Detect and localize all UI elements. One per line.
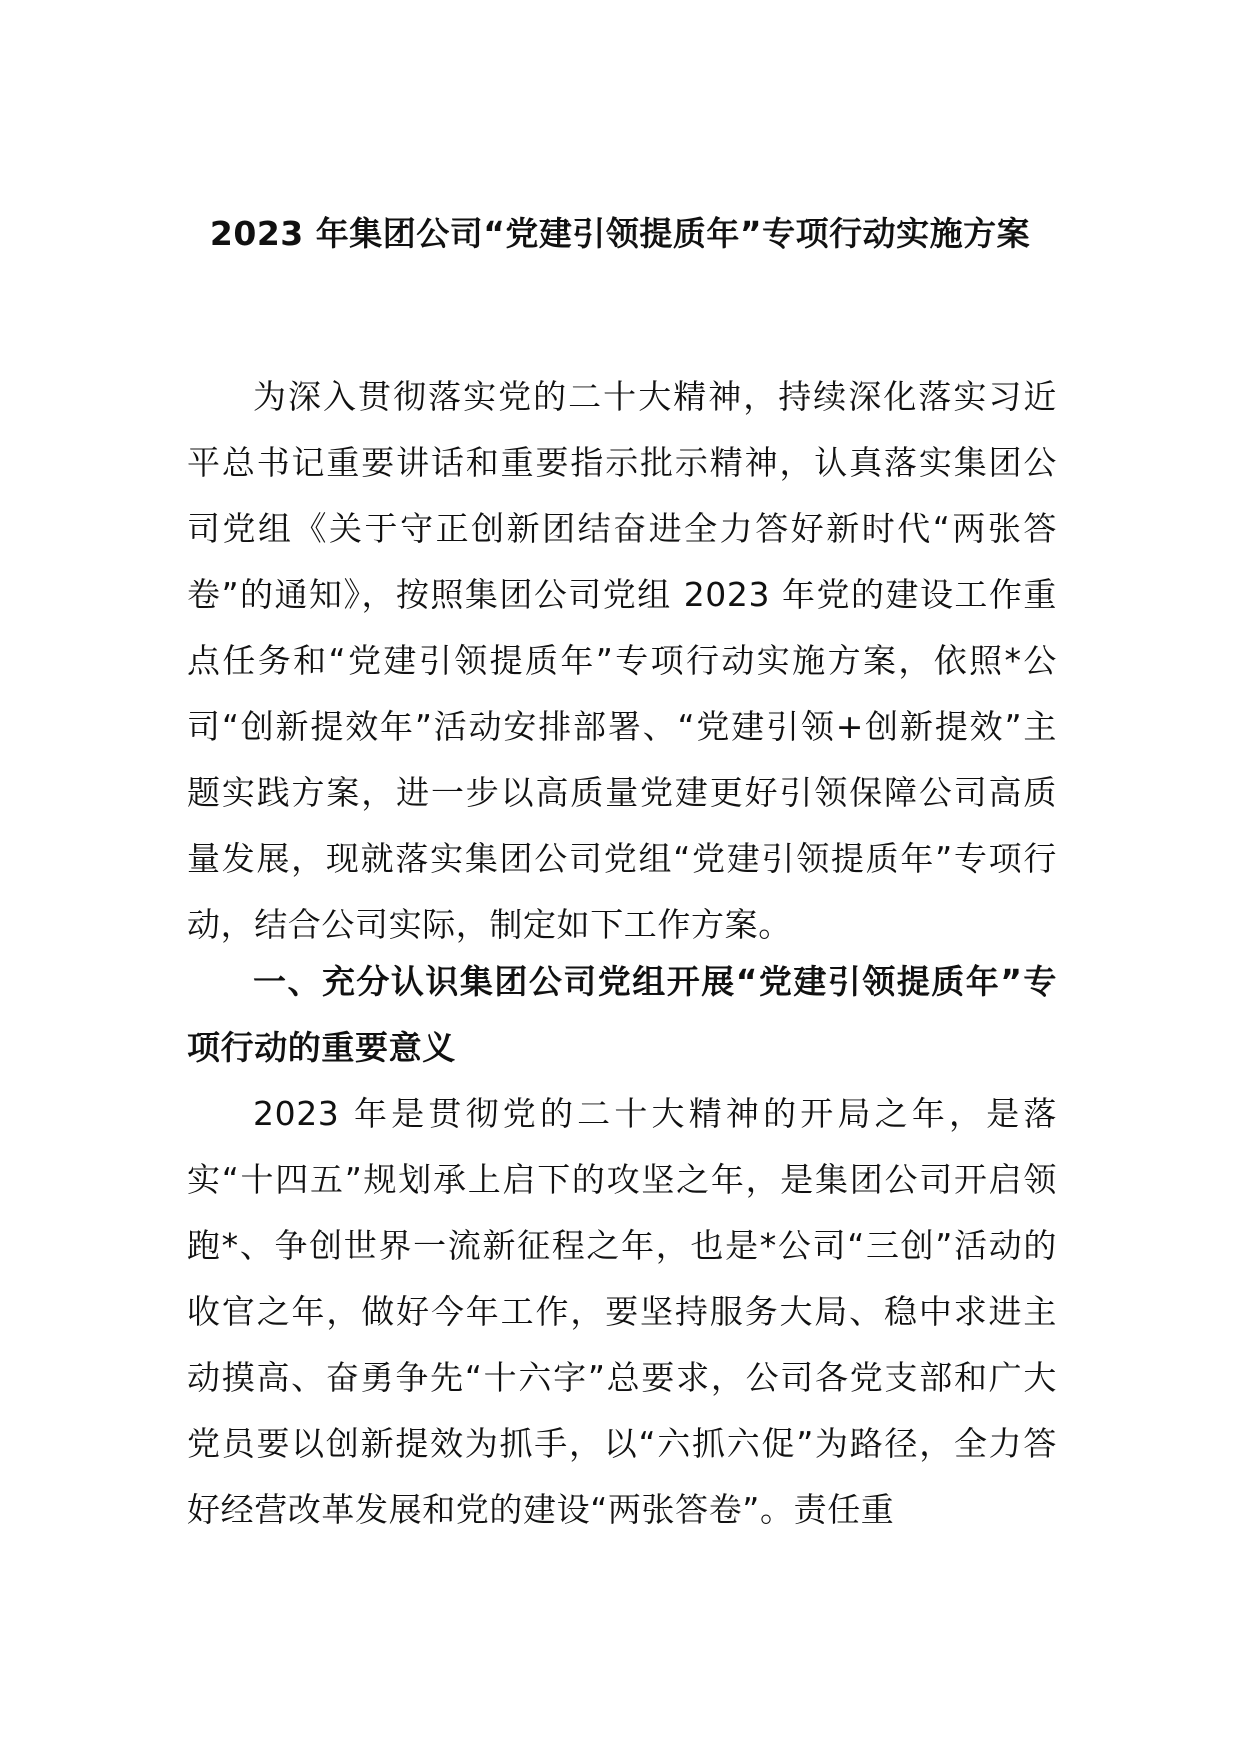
intro-paragraph: 为深入贯彻落实党的二十大精神，持续深化落实习近平总书记重要讲话和重要指示批示精神，认真落实集团公司党组《关于守正创新团结奋进全力答好新时代“两张答卷”的通知》，按照集团公司党组 2023 年党的建设工作重点任务和“党建引领提质年”专项行动实施方案，依照*公司“创新提效年”活动安排部署、“党建引领+创新提效”主题实践方案，进一步以高质量党建更好引领保障公司高质量发展，现就落实集团公司党组“党建引领提质年”专项行动，结合公司实际，制定如下工作方案。 (187, 377, 1057, 944)
section-paragraph: 2023 年是贯彻党的二十大精神的开局之年，是落实“十四五”规划承上启下的攻坚之年，是集团公司开启领跑*、争创世界一流新征程之年，也是*公司“三创”活动的收官之年，做好今年工作，要坚持服务大局、稳中求进主动摸高、奋勇争先“十六字”总要求，公司各党支部和广大党员要以创新提效为抓手，以“六抓六促”为路径，全力答好经营改革发展和党的建设“两张答卷”。责任重 (187, 1094, 1057, 1529)
document-title: 2023 年集团公司“党建引领提质年”专项行动实施方案 (209, 214, 1031, 253)
section-heading: 一、充分认识集团公司党组开展“党建引领提质年”专项行动的重要意义 (187, 962, 1057, 1067)
